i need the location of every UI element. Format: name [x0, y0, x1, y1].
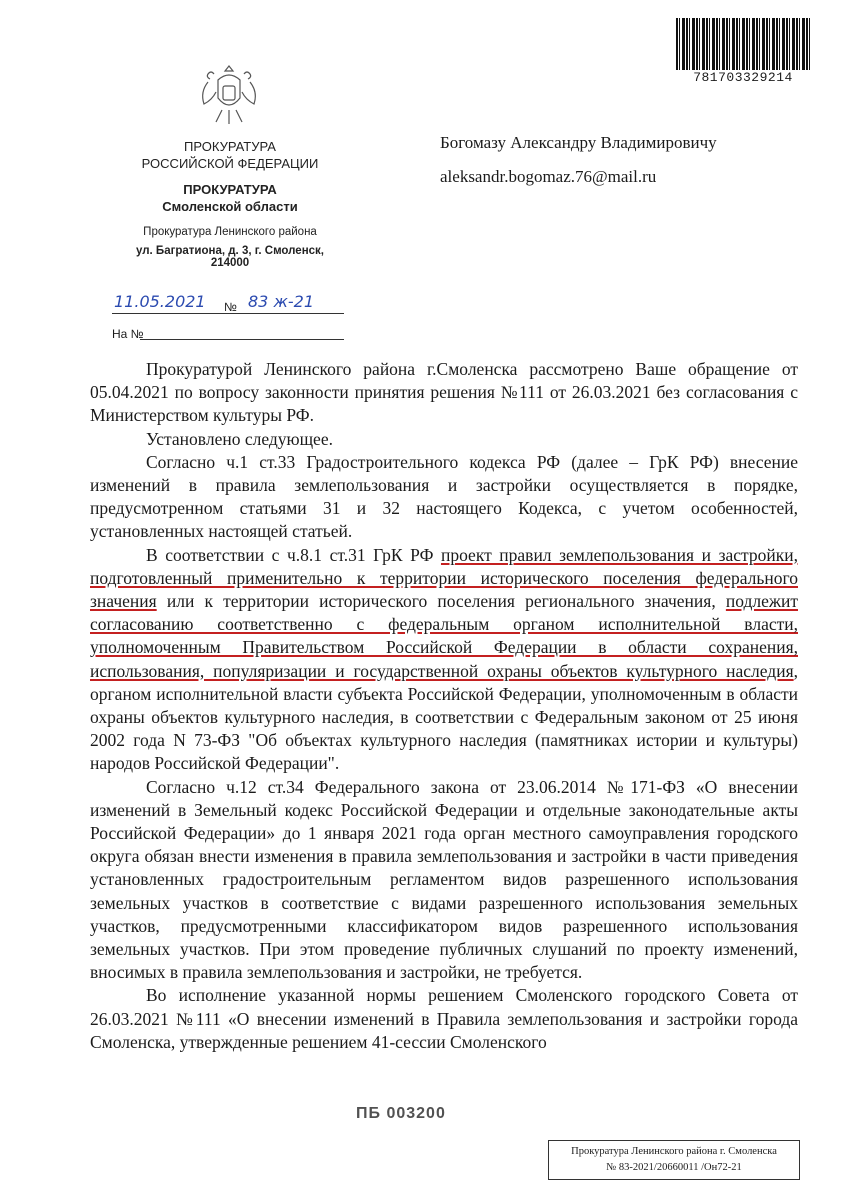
- reference-underline: [140, 339, 344, 340]
- reference-label: На №: [112, 327, 144, 341]
- registration-number: 83 ж-21: [248, 292, 314, 311]
- barcode-number: 781703329214: [693, 70, 793, 85]
- paragraph-2: Установлено следующее.: [146, 428, 333, 449]
- registration-underline: [112, 313, 344, 314]
- org-line-2: РОССИЙСКОЙ ФЕДЕРАЦИИ: [141, 156, 319, 171]
- double-headed-eagle-emblem-icon: [194, 60, 264, 130]
- stamp-line-1: Прокуратура Ленинского района г. Смоленска: [571, 1146, 777, 1157]
- registration-stamp: [548, 1140, 800, 1180]
- paragraph-4-part-a: В соответствии с ч.8.1 ст.31 ГрК РФ: [146, 544, 441, 565]
- stamp-line-2: № 83-2021/20660011 /Он72-21: [606, 1162, 742, 1173]
- barcode: [676, 18, 810, 90]
- highlighted-passage-2: подлежит согласованию соответственно с федеральным органом исполнительной власти, уполномоченным Правительством Российской Федерации в области сохранения, использования, популяризации и государственной охраны объектов культурного наследия: [90, 591, 798, 681]
- paragraph-6: Во исполнение указанной нормы решением Смоленского городского Совета от 26.03.2021 №111 «О внесении изменений в Правила землепользования и застройки города Смоленска, утвержденные решением 41-сессии Смоленского: [90, 985, 798, 1052]
- paragraph-3: Согласно ч.1 ст.33 Градостроительного кодекса РФ (далее – ГрК РФ) внесение изменений в правила землепользования и застройки осуществляется в порядке, предусмотренном статьями 31 и 32 настоящего Кодекса, с учетом особенностей, установленных настоящей статьей.: [90, 451, 798, 542]
- org-line-4: Смоленской области: [162, 199, 298, 214]
- org-line-3: ПРОКУРАТУРА: [183, 182, 277, 197]
- barcode-bars: [676, 18, 810, 70]
- registration-number-label: №: [224, 300, 237, 314]
- overprint-serial: ПБ 003200: [356, 1105, 446, 1122]
- highlighted-passage-1: проект правил землепользования и застройки, подготовленный применительно к территории исторического поселения федерального значения: [90, 544, 798, 612]
- addressee-email: aleksandr.bogomaz.76@mail.ru: [440, 167, 657, 186]
- registration-date: 11.05.2021: [114, 292, 206, 311]
- org-line-1: ПРОКУРАТУРА: [184, 139, 276, 154]
- paragraph-4-part-c: , органом исполнительной власти субъекта Российской Федерации, уполномоченным в области охраны объектов культурного наследия, в соответствии с Федеральным законом от 25 июня 2002 года N 73-ФЗ "Об объектах культурного наследия (памятниках истории и культуры) народов Российской Федерации".: [90, 660, 798, 774]
- paragraph-4-part-b: или к территории исторического поселения регионального значения,: [156, 591, 726, 612]
- paragraph-4: [90, 544, 798, 776]
- paragraph-5: Согласно ч.12 ст.34 Федерального закона от 23.06.2014 №171-ФЗ «О внесении изменений в Земельный кодекс Российской Федерации и отдельные законодательные акты Российской Федерации» до 1 января 2021 года орган местного самоуправления городского округа обязан внести изменения в правила землепользования и застройки в части приведения установленных градостроительным регламентом видов разрешенного использования земельных участков в соответствие с видами разрешенного использования земельных участков, предусмотренными классификатором видов разрешенного использования земельных участков. При этом проведение публичных слушаний по проекту изменений, вносимых в правила землепользования и застройки, не требуется.: [90, 776, 798, 983]
- addressee-name: Богомазу Александру Владимировичу: [440, 133, 717, 152]
- letter-body: [90, 358, 798, 1054]
- org-line-5: Прокуратура Ленинского района: [143, 226, 317, 238]
- org-address: ул. Багратиона, д. 3, г. Смоленск, 214000: [135, 245, 324, 269]
- paragraph-1: Прокуратурой Ленинского района г.Смоленска рассмотрено Ваше обращение от 05.04.2021 по вопросу законности принятия решения №111 от 26.03.2021 без согласования с Министерством культуры РФ.: [90, 359, 798, 426]
